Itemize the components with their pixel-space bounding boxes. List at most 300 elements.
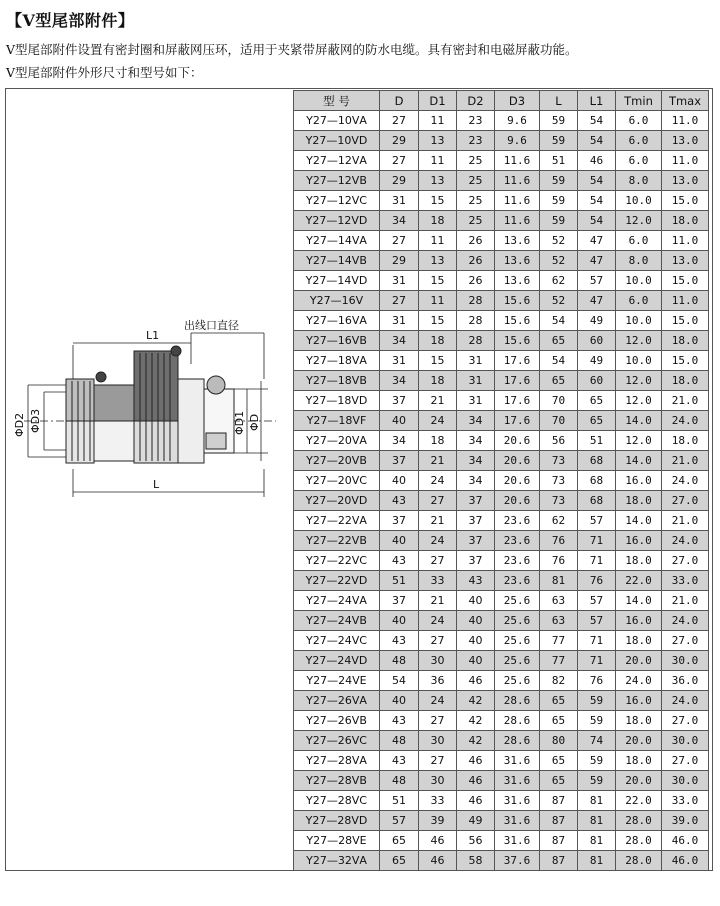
table-cell: 70 <box>540 411 578 431</box>
table-cell: 6.0 <box>616 291 662 311</box>
table-cell: 51 <box>540 151 578 171</box>
diameter-d2-label: ΦD2 <box>13 412 26 437</box>
table-cell: 34 <box>457 451 495 471</box>
table-cell: 40 <box>457 611 495 631</box>
table-cell: 12.0 <box>616 431 662 451</box>
table-cell: 11.0 <box>662 231 709 251</box>
table-cell: 28 <box>457 331 495 351</box>
table-row <box>294 691 709 711</box>
table-cell: 52 <box>540 251 578 271</box>
table-cell: 25 <box>457 211 495 231</box>
model-cell: Y27—20ⅤC <box>294 471 380 491</box>
table-cell: 68 <box>578 451 616 471</box>
model-cell: Y27—16ⅤA <box>294 311 380 331</box>
model-cell: Y27—16ⅤB <box>294 331 380 351</box>
model-cell: Y27—12ⅤC <box>294 191 380 211</box>
table-cell: 46 <box>419 851 457 871</box>
table-cell: 37 <box>380 451 419 471</box>
table-cell: 29 <box>380 131 419 151</box>
table-cell: 21.0 <box>662 451 709 471</box>
table-cell: 87 <box>540 811 578 831</box>
table-cell: 13.6 <box>495 231 540 251</box>
table-cell: 36 <box>419 671 457 691</box>
table-cell: 34 <box>380 211 419 231</box>
model-cell: Y27—24ⅤD <box>294 651 380 671</box>
table-cell: 47 <box>578 251 616 271</box>
table-cell: 6.0 <box>616 131 662 151</box>
model-cell: Y27—22ⅤA <box>294 511 380 531</box>
table-cell: 26 <box>457 251 495 271</box>
table-cell: 46 <box>419 831 457 851</box>
table-cell: 15 <box>419 351 457 371</box>
model-cell: Y27—22ⅤB <box>294 531 380 551</box>
table-cell: 59 <box>540 171 578 191</box>
table-cell: 31 <box>457 351 495 371</box>
table-cell: 39.0 <box>662 811 709 831</box>
table-cell: 8.0 <box>616 171 662 191</box>
table-cell: 81 <box>578 811 616 831</box>
table-cell: 71 <box>578 531 616 551</box>
column-header: D3 <box>495 91 540 111</box>
table-row <box>294 711 709 731</box>
table-cell: 51 <box>578 431 616 451</box>
table-cell: 28.6 <box>495 711 540 731</box>
model-cell: Y27—18ⅤA <box>294 351 380 371</box>
column-header: 型 号 <box>294 91 380 111</box>
table-cell: 18.0 <box>616 711 662 731</box>
connector-drawing <box>6 89 290 869</box>
table-cell: 21.0 <box>662 391 709 411</box>
table-cell: 15.6 <box>495 291 540 311</box>
table-cell: 13 <box>419 131 457 151</box>
table-cell: 62 <box>540 271 578 291</box>
table-row <box>294 331 709 351</box>
table-cell: 48 <box>380 731 419 751</box>
table-cell: 11.6 <box>495 211 540 231</box>
table-cell: 31 <box>457 371 495 391</box>
model-cell: Y27—24ⅤA <box>294 591 380 611</box>
table-cell: 27 <box>419 751 457 771</box>
table-cell: 37 <box>380 511 419 531</box>
table-cell: 15 <box>419 311 457 331</box>
table-cell: 25 <box>457 191 495 211</box>
table-cell: 40 <box>457 591 495 611</box>
table-cell: 37 <box>457 511 495 531</box>
table-cell: 56 <box>540 431 578 451</box>
column-header: D1 <box>419 91 457 111</box>
table-cell: 54 <box>578 191 616 211</box>
table-cell: 46 <box>457 771 495 791</box>
table-cell: 18.0 <box>662 431 709 451</box>
table-cell: 8.0 <box>616 251 662 271</box>
table-row <box>294 551 709 571</box>
table-body <box>294 111 709 871</box>
table-cell: 77 <box>540 631 578 651</box>
table-cell: 26 <box>457 231 495 251</box>
table-cell: 71 <box>578 651 616 671</box>
table-cell: 11.0 <box>662 291 709 311</box>
table-cell: 81 <box>540 571 578 591</box>
table-cell: 60 <box>578 371 616 391</box>
table-cell: 40 <box>380 411 419 431</box>
table-cell: 58 <box>457 851 495 871</box>
diameter-d-label: ΦD <box>248 413 261 431</box>
table-cell: 40 <box>380 471 419 491</box>
table-cell: 76 <box>540 531 578 551</box>
table-cell: 13.0 <box>662 131 709 151</box>
column-header: Tmin <box>616 91 662 111</box>
table-cell: 46.0 <box>662 851 709 871</box>
model-cell: Y27—14ⅤD <box>294 271 380 291</box>
table-cell: 59 <box>540 191 578 211</box>
table-cell: 13.6 <box>495 271 540 291</box>
table-row <box>294 451 709 471</box>
table-cell: 28.6 <box>495 691 540 711</box>
model-cell: Y27—12ⅤA <box>294 151 380 171</box>
table-cell: 31 <box>457 391 495 411</box>
table-cell: 40 <box>380 611 419 631</box>
table-cell: 65 <box>380 831 419 851</box>
table-cell: 43 <box>380 631 419 651</box>
table-row <box>294 671 709 691</box>
page-title: 【V型尾部附件】 <box>6 11 135 30</box>
description-line-1: V型尾部附件设置有密封圈和屏蔽网压环，适用于夹紧带屏蔽网的防水电缆。具有密封和电磁屏蔽功能。 <box>6 42 578 57</box>
table-cell: 37 <box>380 591 419 611</box>
table-cell: 31.6 <box>495 791 540 811</box>
table-cell: 77 <box>540 651 578 671</box>
table-cell: 71 <box>578 631 616 651</box>
table-cell: 24.0 <box>662 611 709 631</box>
table-cell: 16.0 <box>616 691 662 711</box>
diameter-d3-label: ΦD3 <box>29 408 42 433</box>
table-cell: 23.6 <box>495 531 540 551</box>
table-cell: 15.0 <box>662 271 709 291</box>
table-cell: 43 <box>380 491 419 511</box>
table-cell: 57 <box>380 811 419 831</box>
table-row <box>294 351 709 371</box>
table-cell: 42 <box>457 691 495 711</box>
table-cell: 17.6 <box>495 391 540 411</box>
table-cell: 17.6 <box>495 371 540 391</box>
table-cell: 14.0 <box>616 451 662 471</box>
table-cell: 43 <box>380 751 419 771</box>
table-cell: 21 <box>419 591 457 611</box>
table-cell: 12.0 <box>616 211 662 231</box>
table-cell: 11.0 <box>662 151 709 171</box>
table-cell: 21.0 <box>662 511 709 531</box>
table-cell: 39 <box>419 811 457 831</box>
table-cell: 30 <box>419 651 457 671</box>
model-cell: Y27—20ⅤA <box>294 431 380 451</box>
table-cell: 65 <box>540 771 578 791</box>
table-cell: 6.0 <box>616 231 662 251</box>
table-row <box>294 231 709 251</box>
table-row <box>294 251 709 271</box>
table-cell: 71 <box>578 551 616 571</box>
table-cell: 15 <box>419 271 457 291</box>
table-cell: 47 <box>578 291 616 311</box>
model-cell: Y27—18ⅤF <box>294 411 380 431</box>
table-cell: 34 <box>457 471 495 491</box>
table-cell: 33.0 <box>662 571 709 591</box>
table-cell: 24.0 <box>616 671 662 691</box>
table-cell: 25.6 <box>495 591 540 611</box>
column-header: L <box>540 91 578 111</box>
table-cell: 11.6 <box>495 171 540 191</box>
table-cell: 54 <box>540 351 578 371</box>
table-row <box>294 411 709 431</box>
table-cell: 40 <box>380 531 419 551</box>
model-cell: Y27—26ⅤA <box>294 691 380 711</box>
column-header: D2 <box>457 91 495 111</box>
table-cell: 62 <box>540 511 578 531</box>
table-cell: 87 <box>540 851 578 871</box>
model-cell: Y27—32ⅤA <box>294 851 380 871</box>
table-cell: 65 <box>578 391 616 411</box>
table-cell: 10.0 <box>616 311 662 331</box>
table-cell: 65 <box>380 851 419 871</box>
diameter-d1-label: ΦD1 <box>233 410 246 435</box>
table-cell: 10.0 <box>616 191 662 211</box>
model-cell: Y27—10ⅤA <box>294 111 380 131</box>
table-cell: 30.0 <box>662 731 709 751</box>
model-cell: Y27—18ⅤB <box>294 371 380 391</box>
table-cell: 37.6 <box>495 851 540 871</box>
table-cell: 30 <box>419 731 457 751</box>
table-cell: 34 <box>380 331 419 351</box>
table-cell: 24 <box>419 691 457 711</box>
table-cell: 20.6 <box>495 471 540 491</box>
table-cell: 27 <box>419 711 457 731</box>
column-header: Tmax <box>662 91 709 111</box>
table-row <box>294 571 709 591</box>
table-cell: 18.0 <box>662 331 709 351</box>
table-cell: 16.0 <box>616 611 662 631</box>
table-cell: 18.0 <box>616 491 662 511</box>
table-row <box>294 111 709 131</box>
table-row <box>294 631 709 651</box>
model-cell: Y27—14ⅤA <box>294 231 380 251</box>
table-cell: 18 <box>419 431 457 451</box>
table-cell: 9.6 <box>495 111 540 131</box>
table-cell: 20.6 <box>495 491 540 511</box>
model-cell: Y27—22ⅤC <box>294 551 380 571</box>
table-cell: 13.0 <box>662 251 709 271</box>
table-cell: 17.6 <box>495 411 540 431</box>
table-cell: 25.6 <box>495 611 540 631</box>
table-cell: 18.0 <box>616 751 662 771</box>
table-cell: 11.6 <box>495 191 540 211</box>
table-cell: 21.0 <box>662 591 709 611</box>
table-cell: 27.0 <box>662 711 709 731</box>
table-cell: 59 <box>578 711 616 731</box>
model-cell: Y27—12ⅤB <box>294 171 380 191</box>
model-cell: Y27—12ⅤD <box>294 211 380 231</box>
table-cell: 30.0 <box>662 651 709 671</box>
table-row <box>294 771 709 791</box>
table-cell: 21 <box>419 391 457 411</box>
table-row <box>294 531 709 551</box>
table-cell: 40 <box>457 651 495 671</box>
table-cell: 14.0 <box>616 511 662 531</box>
table-cell: 51 <box>380 571 419 591</box>
table-cell: 73 <box>540 471 578 491</box>
table-row <box>294 191 709 211</box>
table-cell: 11.6 <box>495 151 540 171</box>
outlet-diameter-label: 出线口直径 <box>184 319 239 332</box>
table-cell: 74 <box>578 731 616 751</box>
table-cell: 81 <box>578 831 616 851</box>
table-cell: 34 <box>457 411 495 431</box>
table-cell: 18 <box>419 331 457 351</box>
table-cell: 68 <box>578 471 616 491</box>
table-row <box>294 611 709 631</box>
table-cell: 43 <box>380 551 419 571</box>
table-cell: 21 <box>419 511 457 531</box>
table-cell: 13.6 <box>495 251 540 271</box>
table-cell: 12.0 <box>616 331 662 351</box>
table-cell: 11 <box>419 111 457 131</box>
model-cell: Y27—16Ⅴ <box>294 291 380 311</box>
table-cell: 60 <box>578 331 616 351</box>
table-cell: 27.0 <box>662 631 709 651</box>
table-cell: 54 <box>540 311 578 331</box>
table-cell: 81 <box>578 791 616 811</box>
table-cell: 59 <box>578 691 616 711</box>
table-row <box>294 391 709 411</box>
table-row <box>294 311 709 331</box>
table-cell: 42 <box>457 711 495 731</box>
table-cell: 49 <box>457 811 495 831</box>
table-cell: 28.0 <box>616 831 662 851</box>
table-cell: 27.0 <box>662 751 709 771</box>
model-cell: Y27—26ⅤB <box>294 711 380 731</box>
table-cell: 48 <box>380 771 419 791</box>
table-cell: 27 <box>419 631 457 651</box>
table-cell: 73 <box>540 491 578 511</box>
table-cell: 20.0 <box>616 651 662 671</box>
table-cell: 49 <box>578 351 616 371</box>
table-cell: 14.0 <box>616 411 662 431</box>
table-row <box>294 131 709 151</box>
table-header-row <box>294 91 709 111</box>
table-cell: 80 <box>540 731 578 751</box>
table-cell: 27.0 <box>662 551 709 571</box>
table-cell: 22.0 <box>616 791 662 811</box>
table-cell: 24 <box>419 531 457 551</box>
table-cell: 54 <box>578 171 616 191</box>
table-cell: 31.6 <box>495 811 540 831</box>
model-cell: Y27—24ⅤC <box>294 631 380 651</box>
table-cell: 24.0 <box>662 531 709 551</box>
table-cell: 46 <box>457 791 495 811</box>
column-header: D <box>380 91 419 111</box>
table-cell: 13 <box>419 171 457 191</box>
table-row <box>294 291 709 311</box>
table-row <box>294 271 709 291</box>
table-cell: 57 <box>578 591 616 611</box>
table-cell: 59 <box>578 771 616 791</box>
table-cell: 17.6 <box>495 351 540 371</box>
table-cell: 43 <box>380 711 419 731</box>
table-row <box>294 751 709 771</box>
model-cell: Y27—26ⅤC <box>294 731 380 751</box>
table-cell: 12.0 <box>616 391 662 411</box>
table-cell: 46 <box>578 151 616 171</box>
table-cell: 14.0 <box>616 591 662 611</box>
table-cell: 31.6 <box>495 751 540 771</box>
table-cell: 31 <box>380 351 419 371</box>
table-cell: 31.6 <box>495 771 540 791</box>
model-cell: Y27—24ⅤB <box>294 611 380 631</box>
table-cell: 34 <box>380 431 419 451</box>
table-row <box>294 431 709 451</box>
table-cell: 28.6 <box>495 731 540 751</box>
table-cell: 65 <box>540 711 578 731</box>
table-cell: 27 <box>380 111 419 131</box>
table-cell: 24 <box>419 411 457 431</box>
model-cell: Y27—28ⅤB <box>294 771 380 791</box>
table-cell: 10.0 <box>616 271 662 291</box>
table-cell: 46 <box>457 751 495 771</box>
table-cell: 37 <box>457 491 495 511</box>
table-cell: 40 <box>457 631 495 651</box>
table-cell: 57 <box>578 511 616 531</box>
table-cell: 30 <box>419 771 457 791</box>
table-cell: 54 <box>578 211 616 231</box>
table-cell: 30.0 <box>662 771 709 791</box>
table-cell: 20.0 <box>616 731 662 751</box>
table-cell: 27 <box>419 491 457 511</box>
table-cell: 31 <box>380 311 419 331</box>
table-cell: 22.0 <box>616 571 662 591</box>
table-cell: 48 <box>380 651 419 671</box>
table-cell: 40 <box>380 691 419 711</box>
table-cell: 73 <box>540 451 578 471</box>
table-cell: 27 <box>380 231 419 251</box>
table-cell: 31 <box>380 271 419 291</box>
model-cell: Y27—22ⅤD <box>294 571 380 591</box>
table-cell: 42 <box>457 731 495 751</box>
table-cell: 59 <box>540 131 578 151</box>
table-cell: 25 <box>457 171 495 191</box>
table-cell: 65 <box>578 411 616 431</box>
table-cell: 33 <box>419 571 457 591</box>
table-cell: 23 <box>457 131 495 151</box>
table-cell: 65 <box>540 371 578 391</box>
table-cell: 23.6 <box>495 571 540 591</box>
table-cell: 76 <box>578 571 616 591</box>
table-cell: 33.0 <box>662 791 709 811</box>
model-cell: Y27—18ⅤD <box>294 391 380 411</box>
table-cell: 36.0 <box>662 671 709 691</box>
table-cell: 54 <box>578 131 616 151</box>
table-cell: 16.0 <box>616 531 662 551</box>
table-cell: 59 <box>540 211 578 231</box>
table-cell: 13 <box>419 251 457 271</box>
table-cell: 18 <box>419 211 457 231</box>
table-cell: 26 <box>457 271 495 291</box>
connector-body <box>66 346 234 463</box>
table-cell: 59 <box>578 751 616 771</box>
table-row <box>294 851 709 871</box>
table-row <box>294 151 709 171</box>
table-cell: 37 <box>457 531 495 551</box>
table-cell: 65 <box>540 751 578 771</box>
table-cell: 31.6 <box>495 831 540 851</box>
table-cell: 49 <box>578 311 616 331</box>
dimension-l1-label: L1 <box>146 329 160 342</box>
